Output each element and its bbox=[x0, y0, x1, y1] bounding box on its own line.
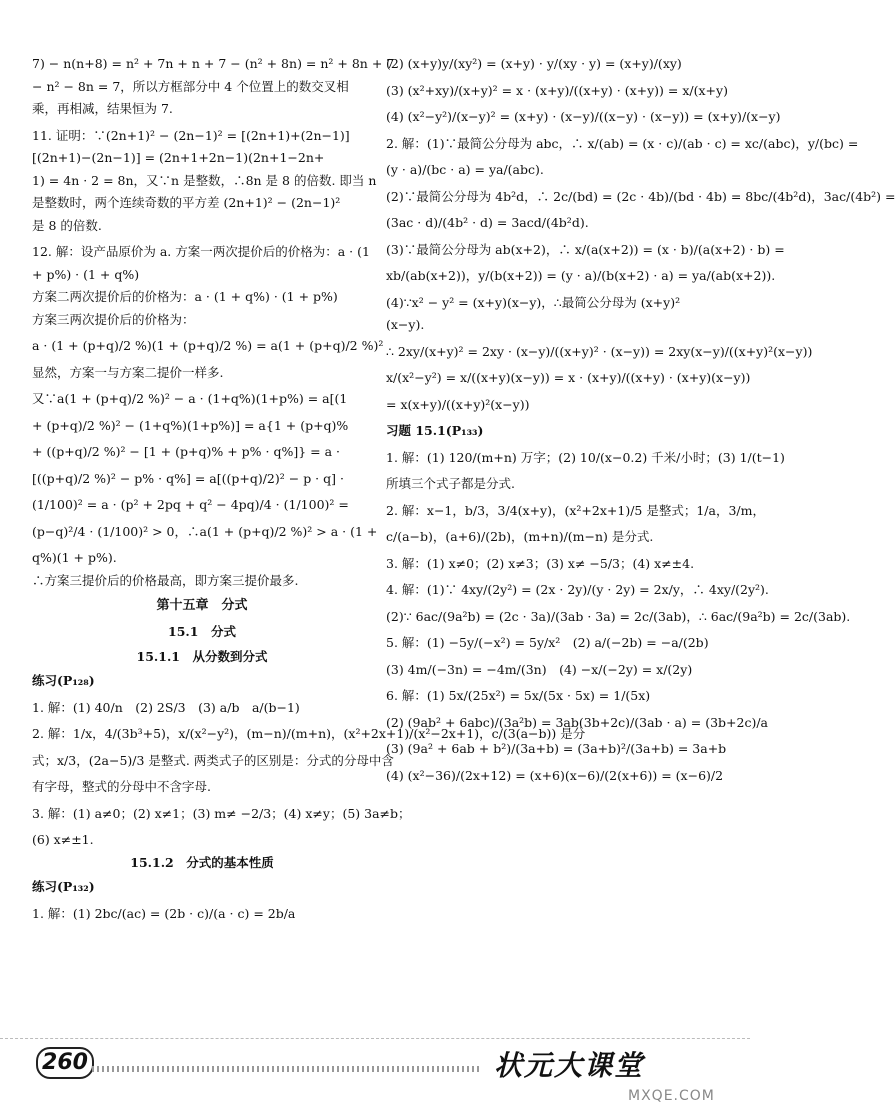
exercise-label: 练习(P₁₂₈) bbox=[32, 673, 95, 688]
text-line: 3. 解：(1) a≠0；(2) x≠1；(3) m≠ −2/3；(4) x≠y；(5) 3a≠b； bbox=[32, 805, 411, 821]
text-line: (2) (x+y)y/(xy²) = (x+y) · y/(xy · y) = (x+y)/(xy) bbox=[386, 56, 682, 71]
text-line: 11. 证明：∵(2n+1)² − (2n−1)² = [(2n+1)+(2n−1)] bbox=[32, 127, 350, 143]
text-line: 4. 解：(1)∵ 4xy/(2y²) = (2x · 2y)/(y · 2y) = 2x/y，∴ 4xy/(2y²). bbox=[386, 582, 769, 597]
text-line: (1/100)² = a · (p² + 2pq + q² − 4pq)/4 · (1/100)² = bbox=[32, 497, 349, 512]
text-line: (3)∵最简公分母为 ab(x+2)，∴ x/(a(x+2)) = (x · b)/(a(x+2) · b) = bbox=[386, 241, 785, 257]
right-column bbox=[386, 56, 895, 792]
text-line: (y · a)/(bc · a) = ya/(abc). bbox=[386, 162, 544, 177]
text-line: (p−q)²/4 · (1/100)² > 0，∴a(1 + (p+q)/2 %)² > a · (1 + bbox=[32, 523, 378, 539]
chapter-title: 第十五章 分式 bbox=[156, 598, 248, 613]
text-line: ∴ 2xy/(x+y)² = 2xy · (x−y)/((x+y)² · (x−y)) = 2xy(x−y)/((x+y)²(x−y)) bbox=[386, 343, 813, 359]
text-line: 是 8 的倍数. bbox=[32, 217, 102, 233]
text-line: (x−y). bbox=[386, 317, 425, 332]
text-line: (4) (x²−36)/(2x+12) = (x+6)(x−6)/(2(x+6)) = (x−6)/2 bbox=[386, 767, 724, 783]
text-line: 1. 解：(1) 40/n (2) 2S/3 (3) a/b a/(b−1) bbox=[32, 699, 300, 715]
exercise-label: 练习(P₁₃₂) bbox=[32, 879, 95, 894]
text-line: 1) = 4n · 2 = 8n，又∵n 是整数，∴8n 是 8 的倍数. 即当 n bbox=[32, 172, 377, 188]
subsection-title: 15.1.2 分式的基本性质 bbox=[130, 854, 274, 870]
page-number: 260 bbox=[36, 1047, 94, 1079]
text-line: + (p+q)/2 %)² − (1+q%)(1+p%)] = a{1 + (p+q)% bbox=[32, 417, 349, 433]
text-line: 7) − n(n+8) = n² + 7n + n + 7 − (n² + 8n) = n² + 8n + 7 bbox=[32, 56, 395, 71]
text-line: (6) x≠±1. bbox=[32, 832, 94, 847]
text-line: (3) (9a² + 6ab + b²)/(3a+b) = (3a+b)²/(3a+b) = 3a+b bbox=[386, 741, 727, 756]
text-line: 方案二两次提价后的价格为：a · (1 + q%) · (1 + p%) bbox=[32, 289, 338, 304]
text-line: a · (1 + (p+q)/2 %)(1 + (p+q)/2 %) = a(1 + (p+q)/2 %)² bbox=[32, 338, 384, 353]
text-line: q%)(1 + p%). bbox=[32, 550, 117, 565]
text-line: 3. 解：(1) x≠0；(2) x≠3；(3) x≠ −5/3；(4) x≠±4. bbox=[386, 555, 695, 571]
text-line: 式；x/3，(2a−5)/3 是整式. 两类式子的区别是：分式的分母中含 bbox=[32, 752, 394, 768]
text-line: 显然，方案一与方案二提价一样多. bbox=[32, 364, 224, 380]
text-line: − n² − 8n = 7，所以方框部分中 4 个位置上的数交叉相 bbox=[32, 78, 349, 94]
text-line: 所填三个式子都是分式. bbox=[386, 476, 515, 491]
text-line: 乘，再相减，结果恒为 7. bbox=[32, 101, 173, 116]
text-line: = x(x+y)/((x+y)²(x−y)) bbox=[386, 396, 530, 412]
text-line: 12. 解：设产品原价为 a. 方案一两次提价后的价格为：a · (1 bbox=[32, 244, 370, 259]
exercise-label: 习题 15.1(P₁₃₃) bbox=[386, 423, 484, 438]
watermark: MXQE.COM bbox=[628, 1088, 715, 1104]
text-line: (2)∵ 6ac/(9a²b) = (2c · 3a)/(3ab · 3a) = 2c/(3ab)，∴ 6ac/(9a²b) = 2c/(3ab). bbox=[386, 608, 851, 624]
text-line: 又∵a(1 + (p+q)/2 %)² − a · (1+q%)(1+p%) = a[(1 bbox=[32, 391, 348, 406]
text-line: (3ac · d)/(4b² · d) = 3acd/(4b²d). bbox=[386, 215, 589, 230]
text-line: [(2n+1)−(2n−1)] = (2n+1+2n−1)(2n+1−2n+ bbox=[32, 150, 325, 165]
text-line: 2. 解：1/x，4/(3b³+5)，x/(x²−y²)，(m−n)/(m+n)，(x²+2x+1)/(x²−2x+1)，c/(3(a−b)) 是分 bbox=[32, 726, 586, 741]
text-line: 2. 解：(1)∵最简公分母为 abc，∴ x/(ab) = (x · c)/(ab · c) = xc/(abc)，y/(bc) = bbox=[386, 135, 859, 151]
text-line: + p%) · (1 + q%) bbox=[32, 266, 140, 282]
text-line: 方案三两次提价后的价格为： bbox=[32, 311, 195, 327]
text-line: xb/(ab(x+2))，y/(b(x+2)) = (y · a)/(b(x+2) · a) = ya/(ab(x+2)). bbox=[386, 268, 776, 283]
text-line: (4) (x²−y²)/(x−y)² = (x+y) · (x−y)/((x−y) · (x−y)) = (x+y)/(x−y) bbox=[386, 109, 781, 124]
text-line: 1. 解：(1) 2bc/(ac) = (2b · c)/(a · c) = 2b/a bbox=[32, 905, 296, 921]
footer-divider bbox=[92, 1066, 482, 1072]
text-line: 5. 解：(1) −5y/(−x²) = 5y/x² (2) a/(−2b) = −a/(2b) bbox=[386, 635, 709, 650]
text-line: 2. 解：x−1，b/3，3/4(x+y)，(x²+2x+1)/5 是整式；1/a，3/m， bbox=[386, 502, 765, 518]
text-line: ∴方案三提价后的价格最高，即方案三提价最多. bbox=[32, 572, 299, 588]
text-line: (4)∵x² − y² = (x+y)(x−y)，∴最简公分母为 (x+y)² bbox=[386, 294, 681, 310]
brand-logo: 状元大课堂 bbox=[494, 1049, 645, 1082]
text-line: 6. 解：(1) 5x/(25x²) = 5x/(5x · 5x) = 1/(5x) bbox=[386, 688, 651, 703]
text-line: x/(x²−y²) = x/((x+y)(x−y)) = x · (x+y)/((x+y) · (x+y)(x−y)) bbox=[386, 370, 751, 385]
text-line: (3) 4m/(−3n) = −4m/(3n) (4) −x/(−2y) = x/(2y) bbox=[386, 661, 693, 677]
subsection-title: 15.1.1 从分数到分式 bbox=[136, 648, 268, 664]
text-line: (2)∵最简公分母为 4b²d，∴ 2c/(bd) = (2c · 4b)/(bd · 4b) = 8bc/(4b²d)，3ac/(4b²) = bbox=[386, 188, 895, 204]
text-line: c/(a−b)，(a+6)/(2b)，(m+n)/(m−n) 是分式. bbox=[386, 529, 654, 544]
text-line: (2) (9ab² + 6abc)/(3a²b) = 3ab(3b+2c)/(3ab · a) = (3b+2c)/a bbox=[386, 714, 768, 730]
text-line: 1. 解：(1) 120/(m+n) 万字；(2) 10/(x−0.2) 千米/小时；(3) 1/(t−1) bbox=[386, 449, 785, 465]
section-title: 15.1 分式 bbox=[168, 624, 236, 639]
text-line: [((p+q)/2 %)² − p% · q%] = a[((p+q)/2)² − p · q] · bbox=[32, 470, 344, 486]
text-line: 是整数时，两个连续奇数的平方差 (2n+1)² − (2n−1)² bbox=[32, 195, 341, 210]
text-line: + ((p+q)/2 %)² − [1 + (p+q)% + p% · q%]} = a · bbox=[32, 444, 340, 459]
text-line: 有字母，整式的分母中不含字母. bbox=[32, 779, 211, 794]
text-line: (3) (x²+xy)/(x+y)² = x · (x+y)/((x+y) · (x+y)) = x/(x+y) bbox=[386, 82, 728, 98]
